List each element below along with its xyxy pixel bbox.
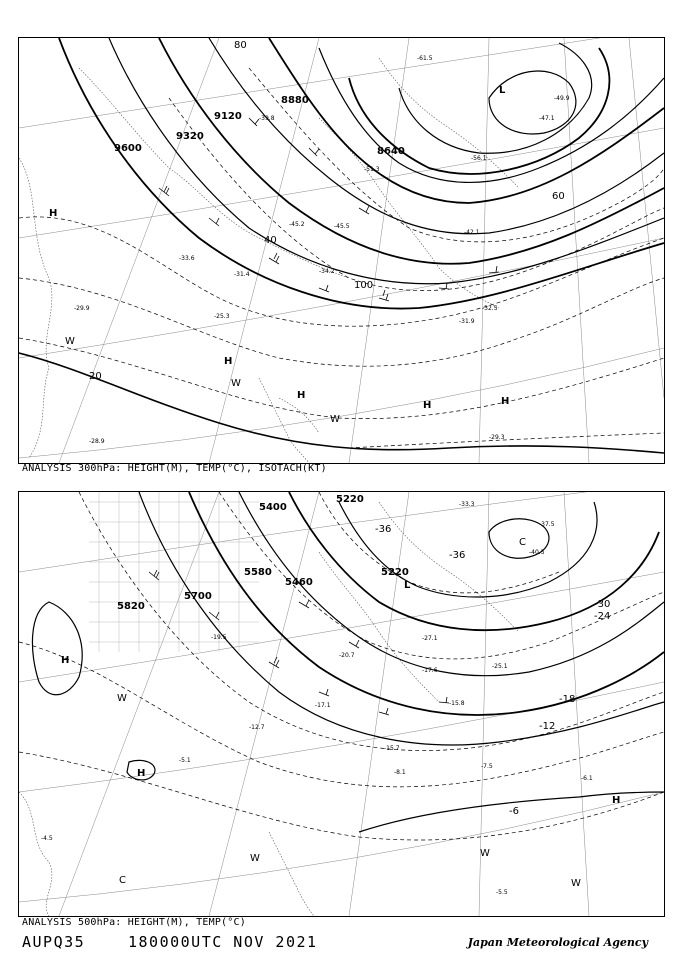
- map-500hpa-canvas: [19, 492, 664, 916]
- temp-value: -61.5: [417, 55, 433, 62]
- isotherm-label: -36: [375, 524, 392, 535]
- warm-center: W: [480, 848, 490, 859]
- temp-value: -7.5: [481, 763, 493, 770]
- isotherm-label: -6: [509, 806, 519, 817]
- temp-value: -5.1: [179, 757, 191, 764]
- warm-center: W: [330, 414, 340, 425]
- temp-value: -15.8: [449, 700, 465, 707]
- temp-value: -17.1: [315, 702, 331, 709]
- isotherm-label: -36: [449, 550, 466, 561]
- temperature-values: [74, 55, 570, 445]
- isotach-label: 20: [89, 371, 102, 382]
- map-panel-300hpa: [18, 37, 665, 464]
- temp-value: -29.3: [489, 434, 505, 441]
- height-label: 9320: [176, 131, 204, 142]
- height-label: 5580: [244, 567, 272, 578]
- temp-value: -31.9: [459, 318, 475, 325]
- warm-center: W: [250, 853, 260, 864]
- temp-value: -28.9: [89, 438, 105, 445]
- temp-value: -39.8: [259, 115, 275, 122]
- low-center: L: [499, 85, 506, 96]
- height-label: 5820: [117, 601, 145, 612]
- height-label: 8640: [377, 146, 405, 157]
- height-labels: [117, 494, 409, 612]
- height-label: 5220: [381, 567, 409, 578]
- temp-value: -25.3: [214, 313, 230, 320]
- high-center: H: [612, 795, 621, 806]
- temp-value: -40.5: [529, 549, 545, 556]
- temp-value: -34.2: [319, 268, 335, 275]
- pressure-centers: [49, 85, 509, 425]
- temp-value: -45.2: [289, 221, 305, 228]
- temp-value: -42.1: [464, 229, 480, 236]
- isotherm-labels: [375, 524, 610, 817]
- temp-value: -29.9: [74, 305, 90, 312]
- temp-value: -45.5: [334, 223, 350, 230]
- temp-value: -5.5: [496, 889, 508, 896]
- cold-center: C: [119, 875, 126, 886]
- temp-value: -56.1: [471, 155, 487, 162]
- temp-value: -51.3: [364, 166, 380, 173]
- temp-value: -15.7: [384, 745, 400, 752]
- hatched-region: [89, 492, 259, 652]
- high-center: H: [423, 400, 432, 411]
- height-label: 5220: [336, 494, 364, 505]
- map-300hpa-canvas: [19, 38, 664, 463]
- height-label: 5400: [259, 502, 287, 513]
- temp-value: -25.1: [492, 663, 508, 670]
- temp-value: -12.7: [249, 724, 265, 731]
- pressure-centers: [61, 537, 620, 889]
- isotherm-label: -12: [539, 721, 556, 732]
- high-center: H: [137, 768, 146, 779]
- isotach-label: 80: [234, 40, 247, 51]
- coastlines: [19, 502, 519, 916]
- temp-value: -32.5: [482, 305, 498, 312]
- height-label: 5460: [285, 577, 313, 588]
- temp-value: -47.1: [539, 115, 555, 122]
- temp-value: -49.9: [554, 95, 570, 102]
- height-contours: [32, 492, 664, 832]
- valid-time: 180000UTC NOV 2021: [128, 933, 318, 951]
- temp-value: -33.6: [179, 255, 195, 262]
- temp-value: -31.4: [234, 271, 250, 278]
- height-label: 9600: [114, 143, 142, 154]
- temp-value: -33.3: [459, 501, 475, 508]
- warm-center: W: [571, 878, 581, 889]
- isotherm-label: -30: [594, 599, 611, 610]
- agency-name: Japan Meteorological Agency: [467, 936, 648, 949]
- temp-value: -20.7: [339, 652, 355, 659]
- high-center: H: [224, 356, 233, 367]
- temp-value: -17.6: [422, 667, 438, 674]
- caption-300hpa: ANALYSIS 300hPa: HEIGHT(M), TEMP(°C), ISOTACH(KT): [22, 463, 327, 474]
- isotach-label: 40: [264, 235, 277, 246]
- caption-500hpa: ANALYSIS 500hPa: HEIGHT(M), TEMP(°C): [22, 917, 246, 928]
- map-panel-500hpa: [18, 491, 665, 917]
- temp-value: -37.5: [539, 521, 555, 528]
- cold-center: C: [519, 537, 526, 548]
- temp-value: -6.1: [581, 775, 593, 782]
- temp-value: -8.1: [394, 769, 406, 776]
- height-label: 8880: [281, 95, 309, 106]
- warm-center: W: [117, 693, 127, 704]
- temp-value: -19.5: [211, 634, 227, 641]
- high-center: H: [297, 390, 306, 401]
- height-label: 5700: [184, 591, 212, 602]
- chart-id: AUPQ35: [22, 933, 86, 951]
- high-center: H: [501, 396, 510, 407]
- warm-center: W: [231, 378, 241, 389]
- warm-center: W: [65, 336, 75, 347]
- isotach-label: 60: [552, 191, 565, 202]
- high-center: H: [61, 655, 70, 666]
- high-center: H: [49, 208, 58, 219]
- isotherm-label: -18: [559, 694, 576, 705]
- isotherm-label: -24: [594, 611, 611, 622]
- isotach-label: 100: [354, 280, 374, 291]
- height-label: 9120: [214, 111, 242, 122]
- temp-value: -27.1: [422, 635, 438, 642]
- temp-value: -4.5: [41, 835, 53, 842]
- low-center: L: [404, 580, 411, 591]
